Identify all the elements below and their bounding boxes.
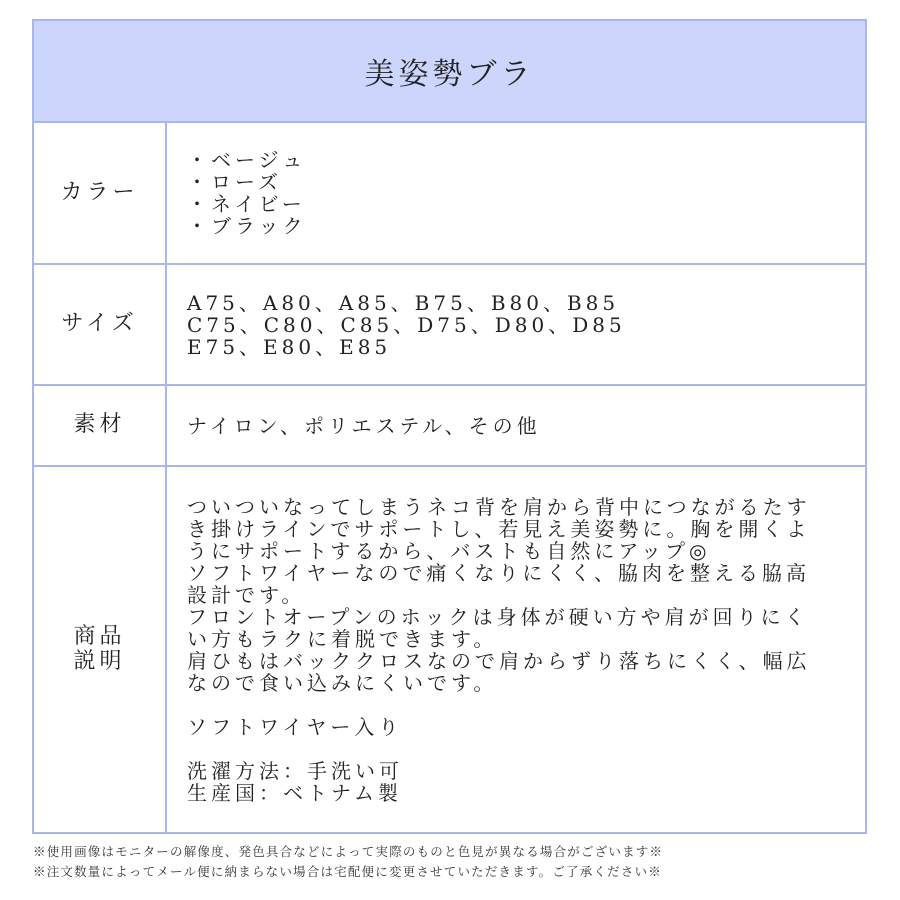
color-item: ・ ベージュ	[187, 149, 865, 171]
washing-method: 洗濯方法：手洗い可	[187, 758, 403, 783]
footer-note-shipping: ※注文数量によってメール便に納まらない場合は宅配便に変更させていただきます。ご了承ください※	[33, 864, 662, 879]
description-line: フロントオープンのホックは身体が硬い方や肩が回りにく	[187, 604, 809, 629]
color-item: ・ ブラック	[187, 215, 865, 237]
material-row	[34, 386, 865, 467]
color-row	[34, 123, 865, 265]
spacer	[187, 694, 865, 716]
product-spec-table	[32, 19, 867, 834]
description-label-line: 説明	[73, 648, 126, 674]
color-item: ・ ローズ	[187, 171, 865, 193]
wire-note: ソフトワイヤー入り	[187, 714, 403, 739]
size-list	[167, 265, 865, 384]
size-line: C75、C80、C85、D75、D80、D85	[187, 312, 626, 337]
description-body	[167, 467, 865, 832]
color-item: ・ ネイビー	[187, 193, 865, 215]
footer-notes	[33, 842, 663, 882]
description-label	[34, 467, 167, 832]
country-of-origin: 生産国：ベトナム製	[187, 780, 402, 805]
size-label: サイズ	[34, 265, 167, 384]
description-line: うにサポートするから、バストも自然にアップ◎	[187, 538, 711, 563]
description-label-line: 商品	[73, 624, 126, 650]
description-line: 設計です。	[187, 582, 306, 607]
description-row	[34, 467, 865, 832]
description-line: ついついなってしまうネコ背を肩から背中につながるたす	[187, 494, 811, 519]
description-line: なので食い込みにくいです。	[187, 670, 498, 695]
size-line: E75、E80、E85	[187, 334, 392, 359]
footer-note-color: ※使用画像はモニターの解像度、発色具合などによって実際のものと色見が異なる場合がございます※	[33, 844, 664, 859]
material-text: ナイロン、ポリエステル、その他	[187, 413, 541, 438]
description-line: き掛けラインでサポートし、若見え美姿勢に。胸を開くよ	[187, 516, 811, 541]
product-title-header	[34, 21, 865, 123]
description-line: い方もラクに着脱できます。	[187, 626, 498, 651]
spacer	[187, 738, 865, 760]
color-list	[167, 123, 865, 263]
color-label: カラー	[34, 123, 167, 263]
material-label: 素材	[34, 386, 167, 465]
size-line: A75、A80、A85、B75、B80、B85	[187, 290, 620, 315]
description-line: 肩ひもはバッククロスなので肩からずり落ちにくく、幅広	[187, 648, 811, 673]
product-title: 美姿勢ブラ	[364, 57, 535, 92]
size-row	[34, 265, 865, 386]
material-value	[167, 386, 865, 465]
description-line: ソフトワイヤーなので痛くなりにくく、脇肉を整える脇高	[187, 560, 810, 585]
